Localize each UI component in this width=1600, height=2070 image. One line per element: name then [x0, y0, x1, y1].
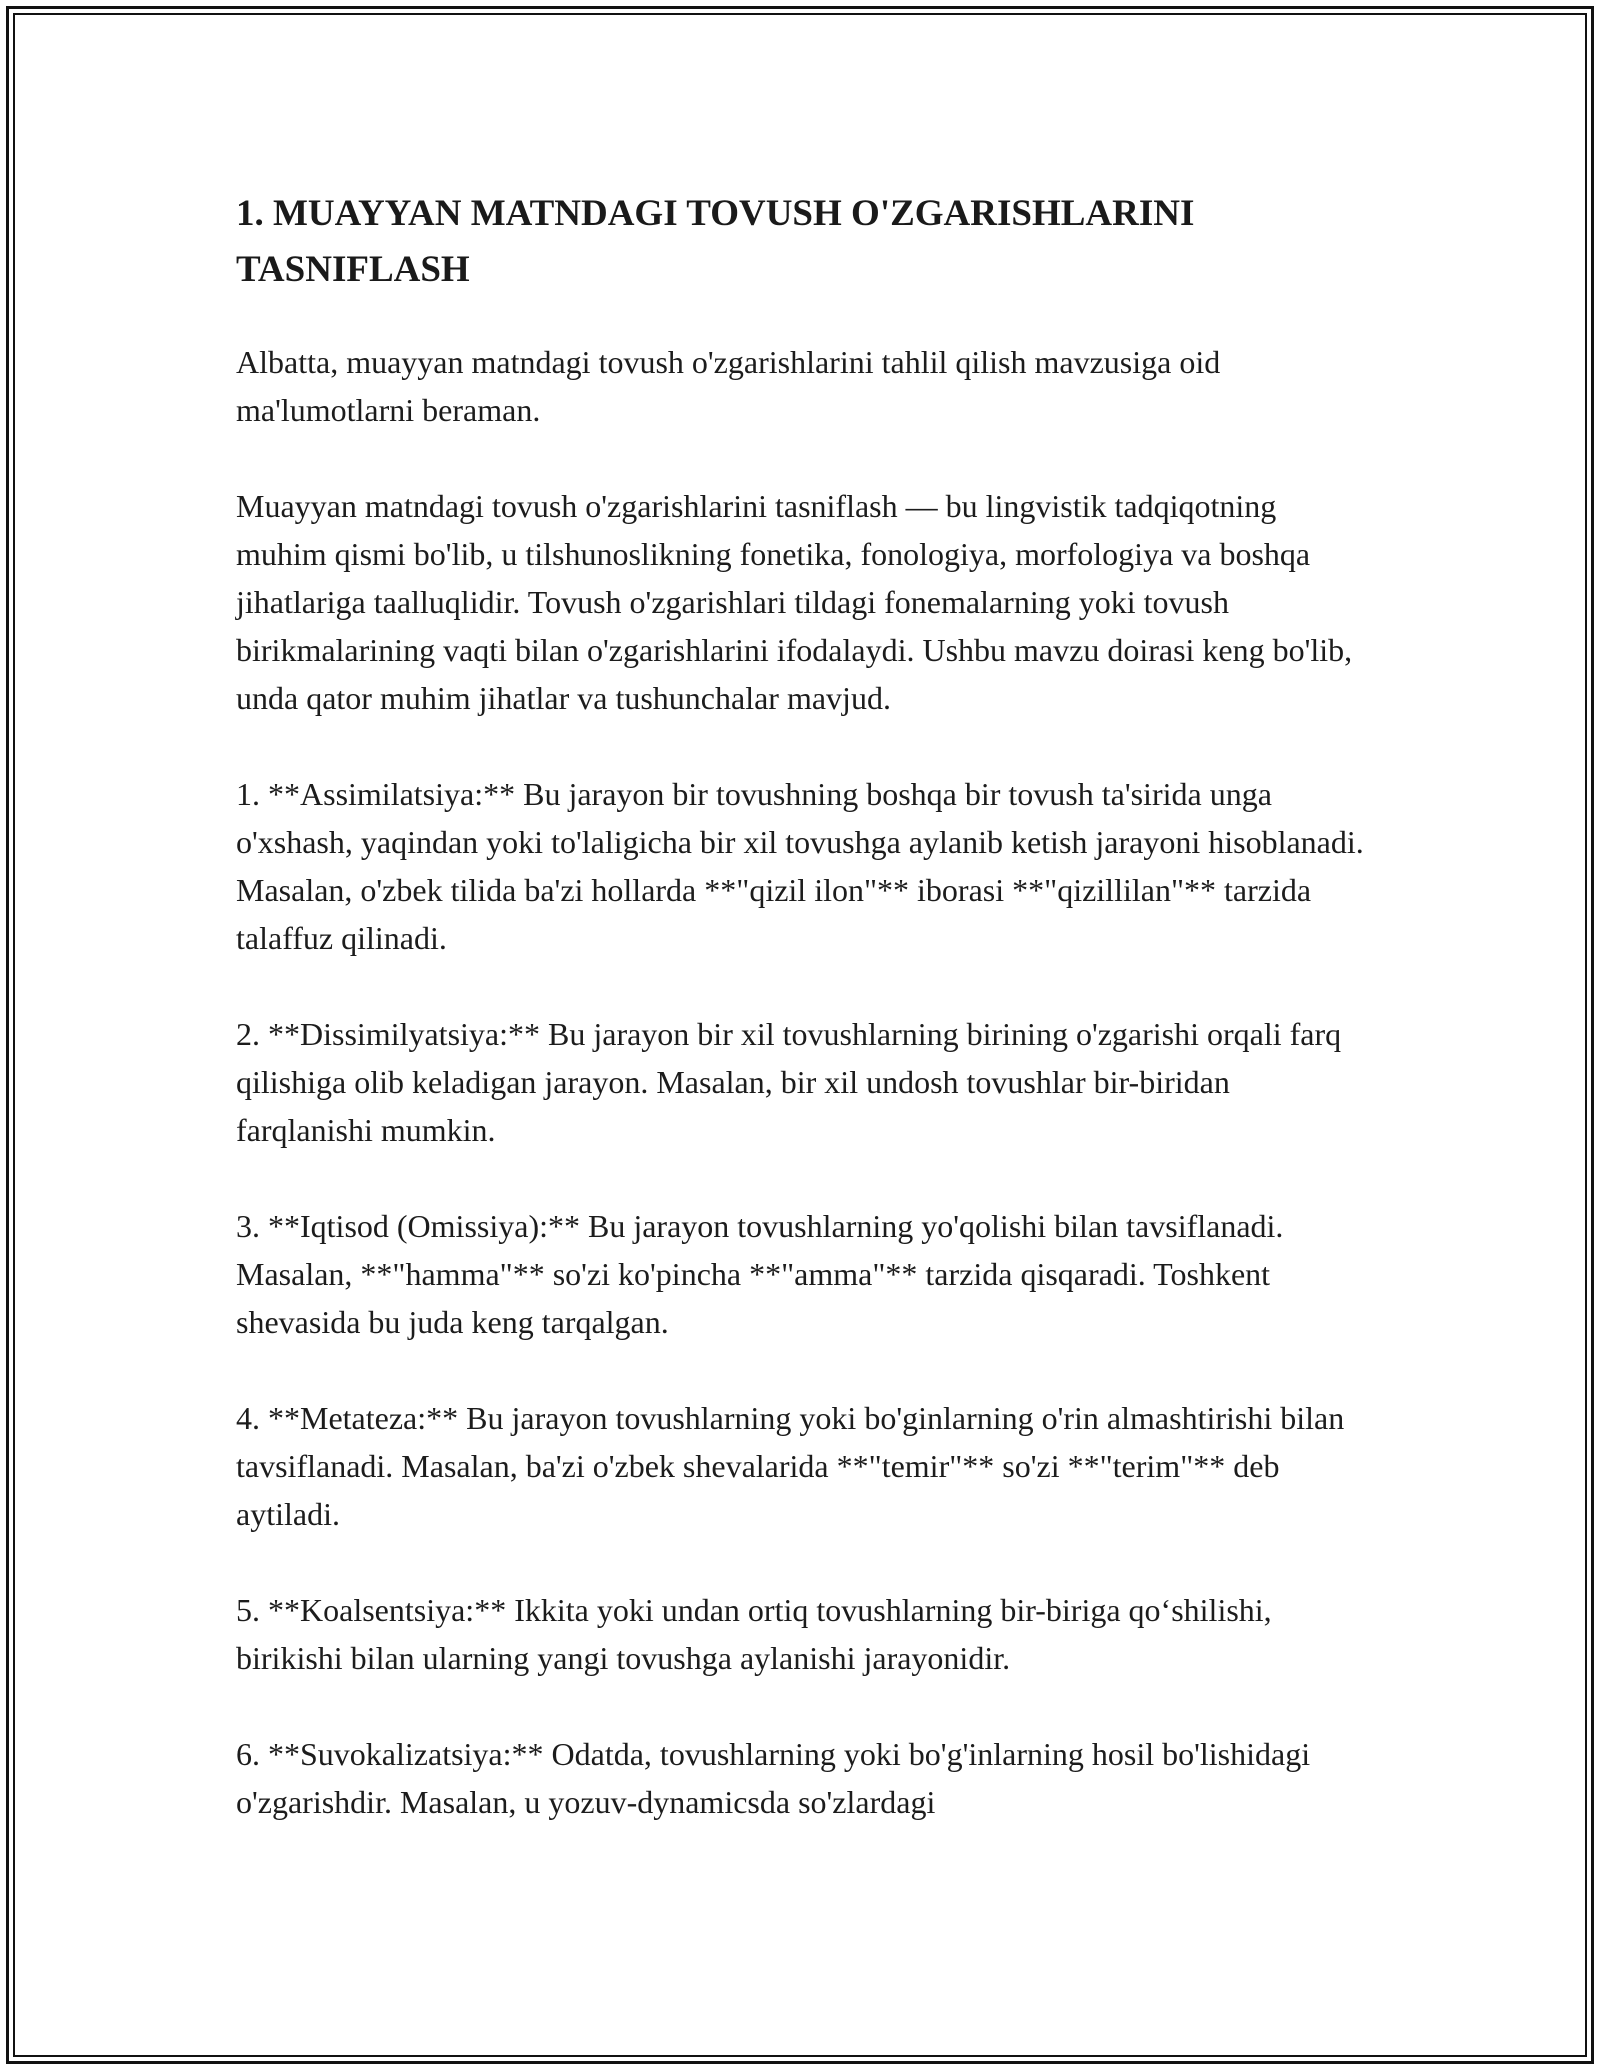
list-item-iqtisod: 3. **Iqtisod (Omissiya):** Bu jarayon tovushlarning yo'qolishi bilan tavsiflanadi. Masalan, **"hamma"** so'zi ko'pincha **"amma"** tarzida qisqaradi. Toshkent shevasida bu juda keng tarqalgan. [236, 1208, 1284, 1340]
list-item-assimilatsiya: 1. **Assimilatsiya:** Bu jarayon bir tovushning boshqa bir tovush ta'sirida unga o'xshash, yaqindan yoki to'laligicha bir xil tovushga aylanib ketish jarayoni hisoblanadi. Masalan, o'zbek tilida ba'zi hollarda **"qizil ilon"** iborasi **"qizillilan"** tarzida talaffuz qilinadi. [236, 776, 1364, 956]
intro-paragraph: Albatta, muayyan matndagi tovush o'zgarishlarini tahlil qilish mavzusiga oid ma'lumotlarni beraman. [236, 344, 1221, 428]
list-item-koalsentsiya: 5. **Koalsentsiya:** Ikkita yoki undan ortiq tovushlarning bir-biriga qo‘shilishi, birikishi bilan ularning yangi tovushga aylanishi jarayonidir. [236, 1592, 1272, 1676]
list-item-suvokalizatsiya: 6. **Suvokalizatsiya:** Odatda, tovushlarning yoki bo'g'inlarning hosil bo'lishidagi o'zgarishdir. Masalan, u yozuv-dynamicsda so'zlardagi [236, 1736, 1311, 1820]
list-item-dissimilyatsiya: 2. **Dissimilyatsiya:** Bu jarayon bir xil tovushlarning birining o'zgarishi orqali farq qilishiga olib keladigan jarayon. Masalan, bir xil undosh tovushlar bir-biridan farqlanishi mumkin. [236, 1016, 1342, 1148]
document-heading: 1. MUAYYAN MATNDAGI TOVUSH O'ZGARISHLARINI TASNIFLASH [236, 193, 1195, 290]
document-body [236, 186, 1366, 1874]
overview-paragraph: Muayyan matndagi tovush o'zgarishlarini tasniflash — bu lingvistik tadqiqotning muhim qismi bo'lib, u tilshunoslikning fonetika, fonologiya, morfologiya va boshqa jihatlariga taalluqlidir. Tovush o'zgarishlari tildagi fonemalarning yoki tovush birikmalarining vaqti bilan o'zgarishlarini ifodalaydi. Ushbu mavzu doirasi keng bo'lib, unda qator muhim jihatlar va tushunchalar mavjud. [236, 488, 1353, 716]
list-item-metateza: 4. **Metateza:** Bu jarayon tovushlarning yoki bo'ginlarning o'rin almashtirishi bilan tavsiflanadi. Masalan, ba'zi o'zbek shevalarida **"temir"** so'zi **"terim"** deb aytiladi. [236, 1400, 1345, 1532]
